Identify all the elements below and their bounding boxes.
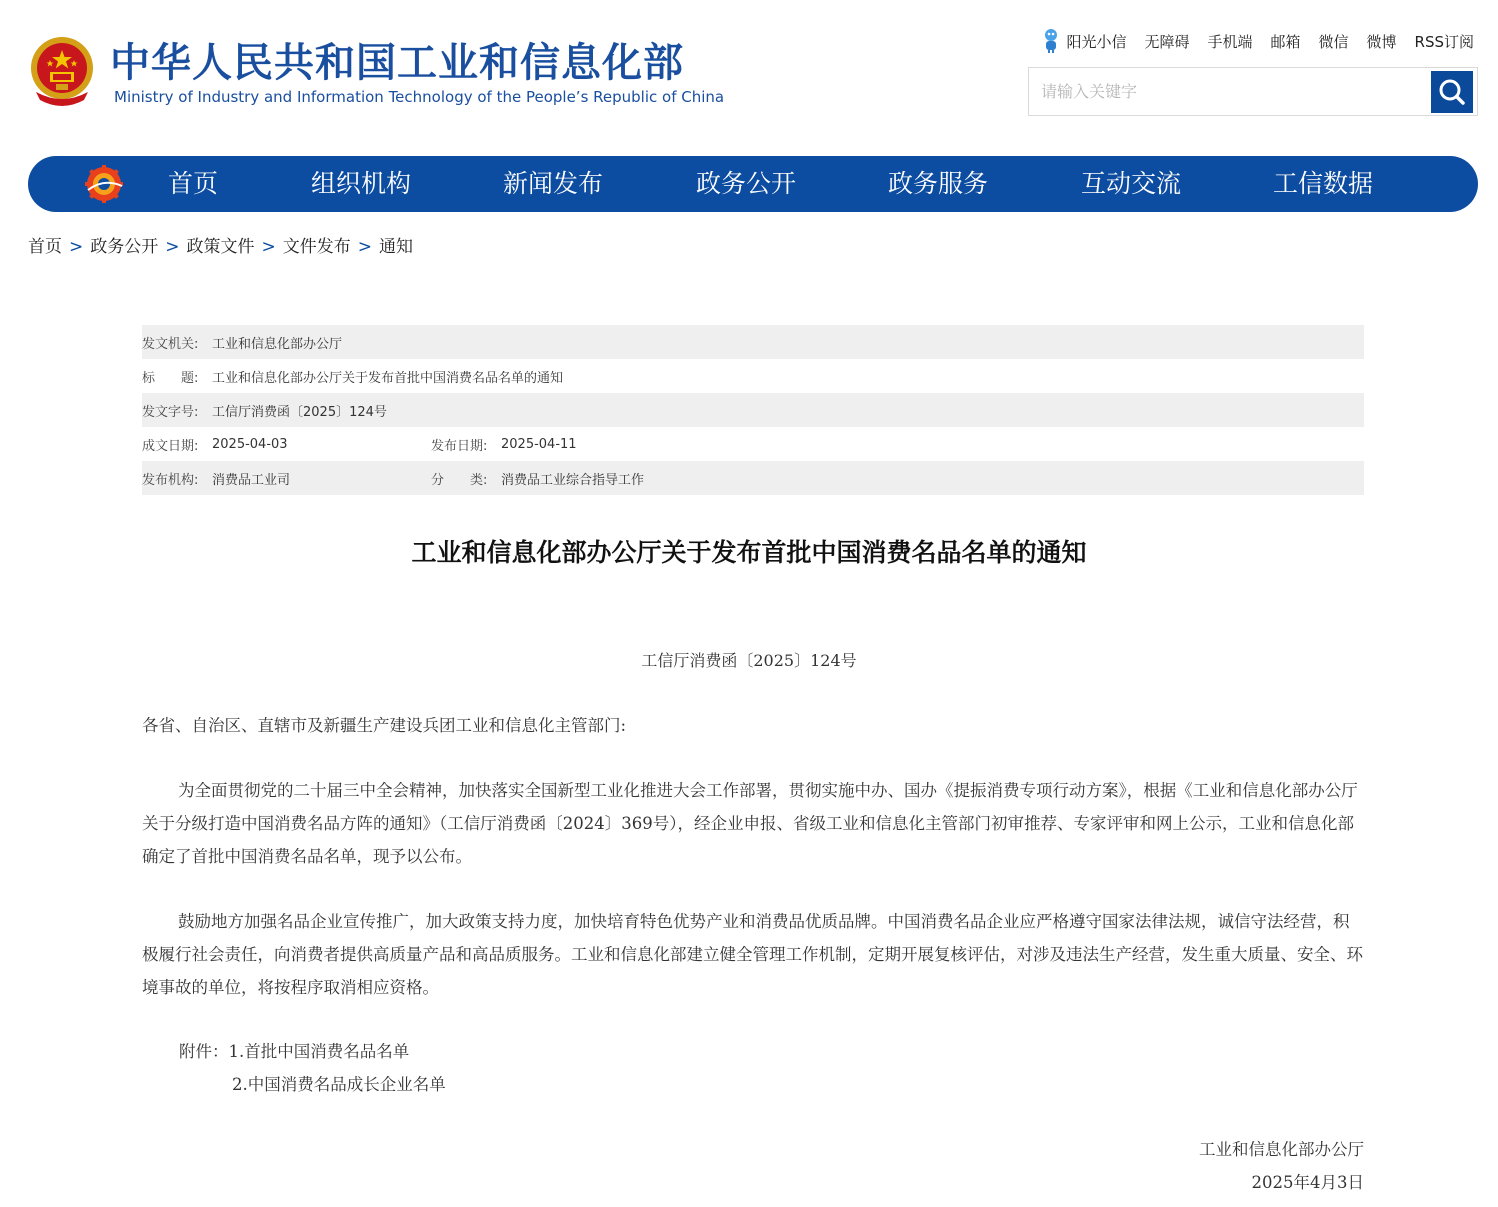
meta-value-title: 工业和信息化部办公厅关于发布首批中国消费名品名单的通知 [212,370,564,386]
nav-item-organization[interactable]: 组织机构 [311,169,412,198]
meta-row-title [142,359,1364,393]
top-link-label: 阳光小信 [1066,32,1127,51]
search-button[interactable] [1431,71,1473,113]
meta-row-org [142,461,1364,495]
breadcrumb-government-affairs[interactable]: 政务公开 [90,237,159,257]
meta-label: 标 题: [142,370,199,386]
nav-item-home[interactable]: 首页 [168,169,219,198]
meta-label: 分 类: [431,472,488,488]
search-input[interactable] [1029,68,1429,115]
top-links [1042,28,1474,54]
breadcrumb-notice[interactable]: 通知 [379,237,413,257]
meta-row-issuer [142,325,1364,359]
main-nav [28,156,1478,212]
meta-row-docno [142,393,1364,427]
ministry-logo-icon[interactable] [84,164,124,204]
top-link-sunshine[interactable] [1042,28,1126,54]
breadcrumb-separator: > [261,237,276,257]
breadcrumb [28,234,413,260]
breadcrumb-separator: > [69,237,84,257]
nav-item-government-affairs[interactable]: 政务公开 [696,169,797,198]
meta-value-date-published: 2025-04-11 [501,436,577,452]
article-signer: 工业和信息化部办公厅 [1199,1140,1364,1159]
meta-label: 发文机关: [142,336,199,352]
meta-label: 发文字号: [142,404,199,420]
top-link-wechat[interactable]: 微信 [1318,32,1349,51]
nav-item-news[interactable]: 新闻发布 [503,169,604,198]
article-salutation: 各省、自治区、直辖市及新疆生产建设兵团工业和信息化主管部门: [142,716,627,735]
robot-assistant-icon [1042,28,1060,54]
search-icon [1437,77,1467,107]
site-header [0,0,1498,150]
article-sign-date: 2025年4月3日 [1251,1173,1364,1192]
document-meta-table [142,325,1364,495]
article-title: 工业和信息化部办公厅关于发布首批中国消费名品名单的通知 [411,538,1087,567]
article-paragraph-1: 为全面贯彻党的二十届三中全会精神，加快落实全国新型工业化推进大会工作部署，贯彻实施中办、国办《提振消费专项行动方案》，根据《工业和信息化部办公厅关于分级打造中国消费名品方阵的通知》（工信厅消费函〔2024〕369号），经企业申报、省级工业和信息化主管部门初审推荐、专家评审和网上公示，工业和信息化部确定了首批中国消费名品名单，现予以公布。 [142,781,1358,866]
top-link-accessibility[interactable]: 无障碍 [1144,32,1190,51]
nav-item-interaction[interactable]: 互动交流 [1081,169,1182,198]
meta-value-issuer: 工业和信息化部办公厅 [212,336,343,352]
site-title-en: Ministry of Industry and Information Technology of the People’s Republic of China [114,88,725,106]
meta-label: 发布日期: [431,438,488,454]
meta-value-docno: 工信厅消费函〔2025〕124号 [212,404,387,420]
national-emblem-icon[interactable] [26,34,98,110]
meta-label: 成文日期: [142,438,199,454]
top-link-mobile[interactable]: 手机端 [1207,32,1253,51]
article-paragraph-2: 鼓励地方加强名品企业宣传推广，加大政策支持力度，加快培育特色优势产业和消费品优质品牌。中国消费名品企业应严格遵守国家法律法规，诚信守法经营，积极履行社会责任，向消费者提供高质量产品和高品质服务。工业和信息化部建立健全管理工作机制，定期开展复核评估，对涉及违法生产经营，发生重大质量、安全、环境事故的单位，将按程序取消相应资格。 [142,912,1363,997]
nav-item-data[interactable]: 工信数据 [1273,169,1374,198]
attachment-1[interactable]: 附件：1.首批中国消费名品名单 [179,1042,410,1061]
meta-label: 发布机构: [142,472,199,488]
top-link-mail[interactable]: 邮箱 [1270,32,1301,51]
breadcrumb-separator: > [165,237,180,257]
breadcrumb-document-release[interactable]: 文件发布 [282,237,351,257]
nav-item-government-services[interactable]: 政务服务 [888,169,989,198]
meta-value-date-written: 2025-04-03 [212,436,288,452]
meta-value-category: 消费品工业综合指导工作 [501,472,645,488]
breadcrumb-policy-documents[interactable]: 政策文件 [186,237,255,257]
meta-row-dates [142,427,1364,461]
meta-value-org: 消费品工业司 [212,472,291,488]
article-docno: 工信厅消费函〔2025〕124号 [641,651,857,670]
attachment-2[interactable]: 2.中国消费名品成长企业名单 [232,1075,446,1094]
top-link-rss[interactable]: RSS订阅 [1414,32,1474,51]
breadcrumb-home[interactable]: 首页 [28,237,62,257]
site-title-cn: 中华人民共和国工业和信息化部 [110,40,684,86]
breadcrumb-separator: > [357,237,372,257]
top-link-weibo[interactable]: 微博 [1366,32,1397,51]
search-box [1028,67,1478,116]
